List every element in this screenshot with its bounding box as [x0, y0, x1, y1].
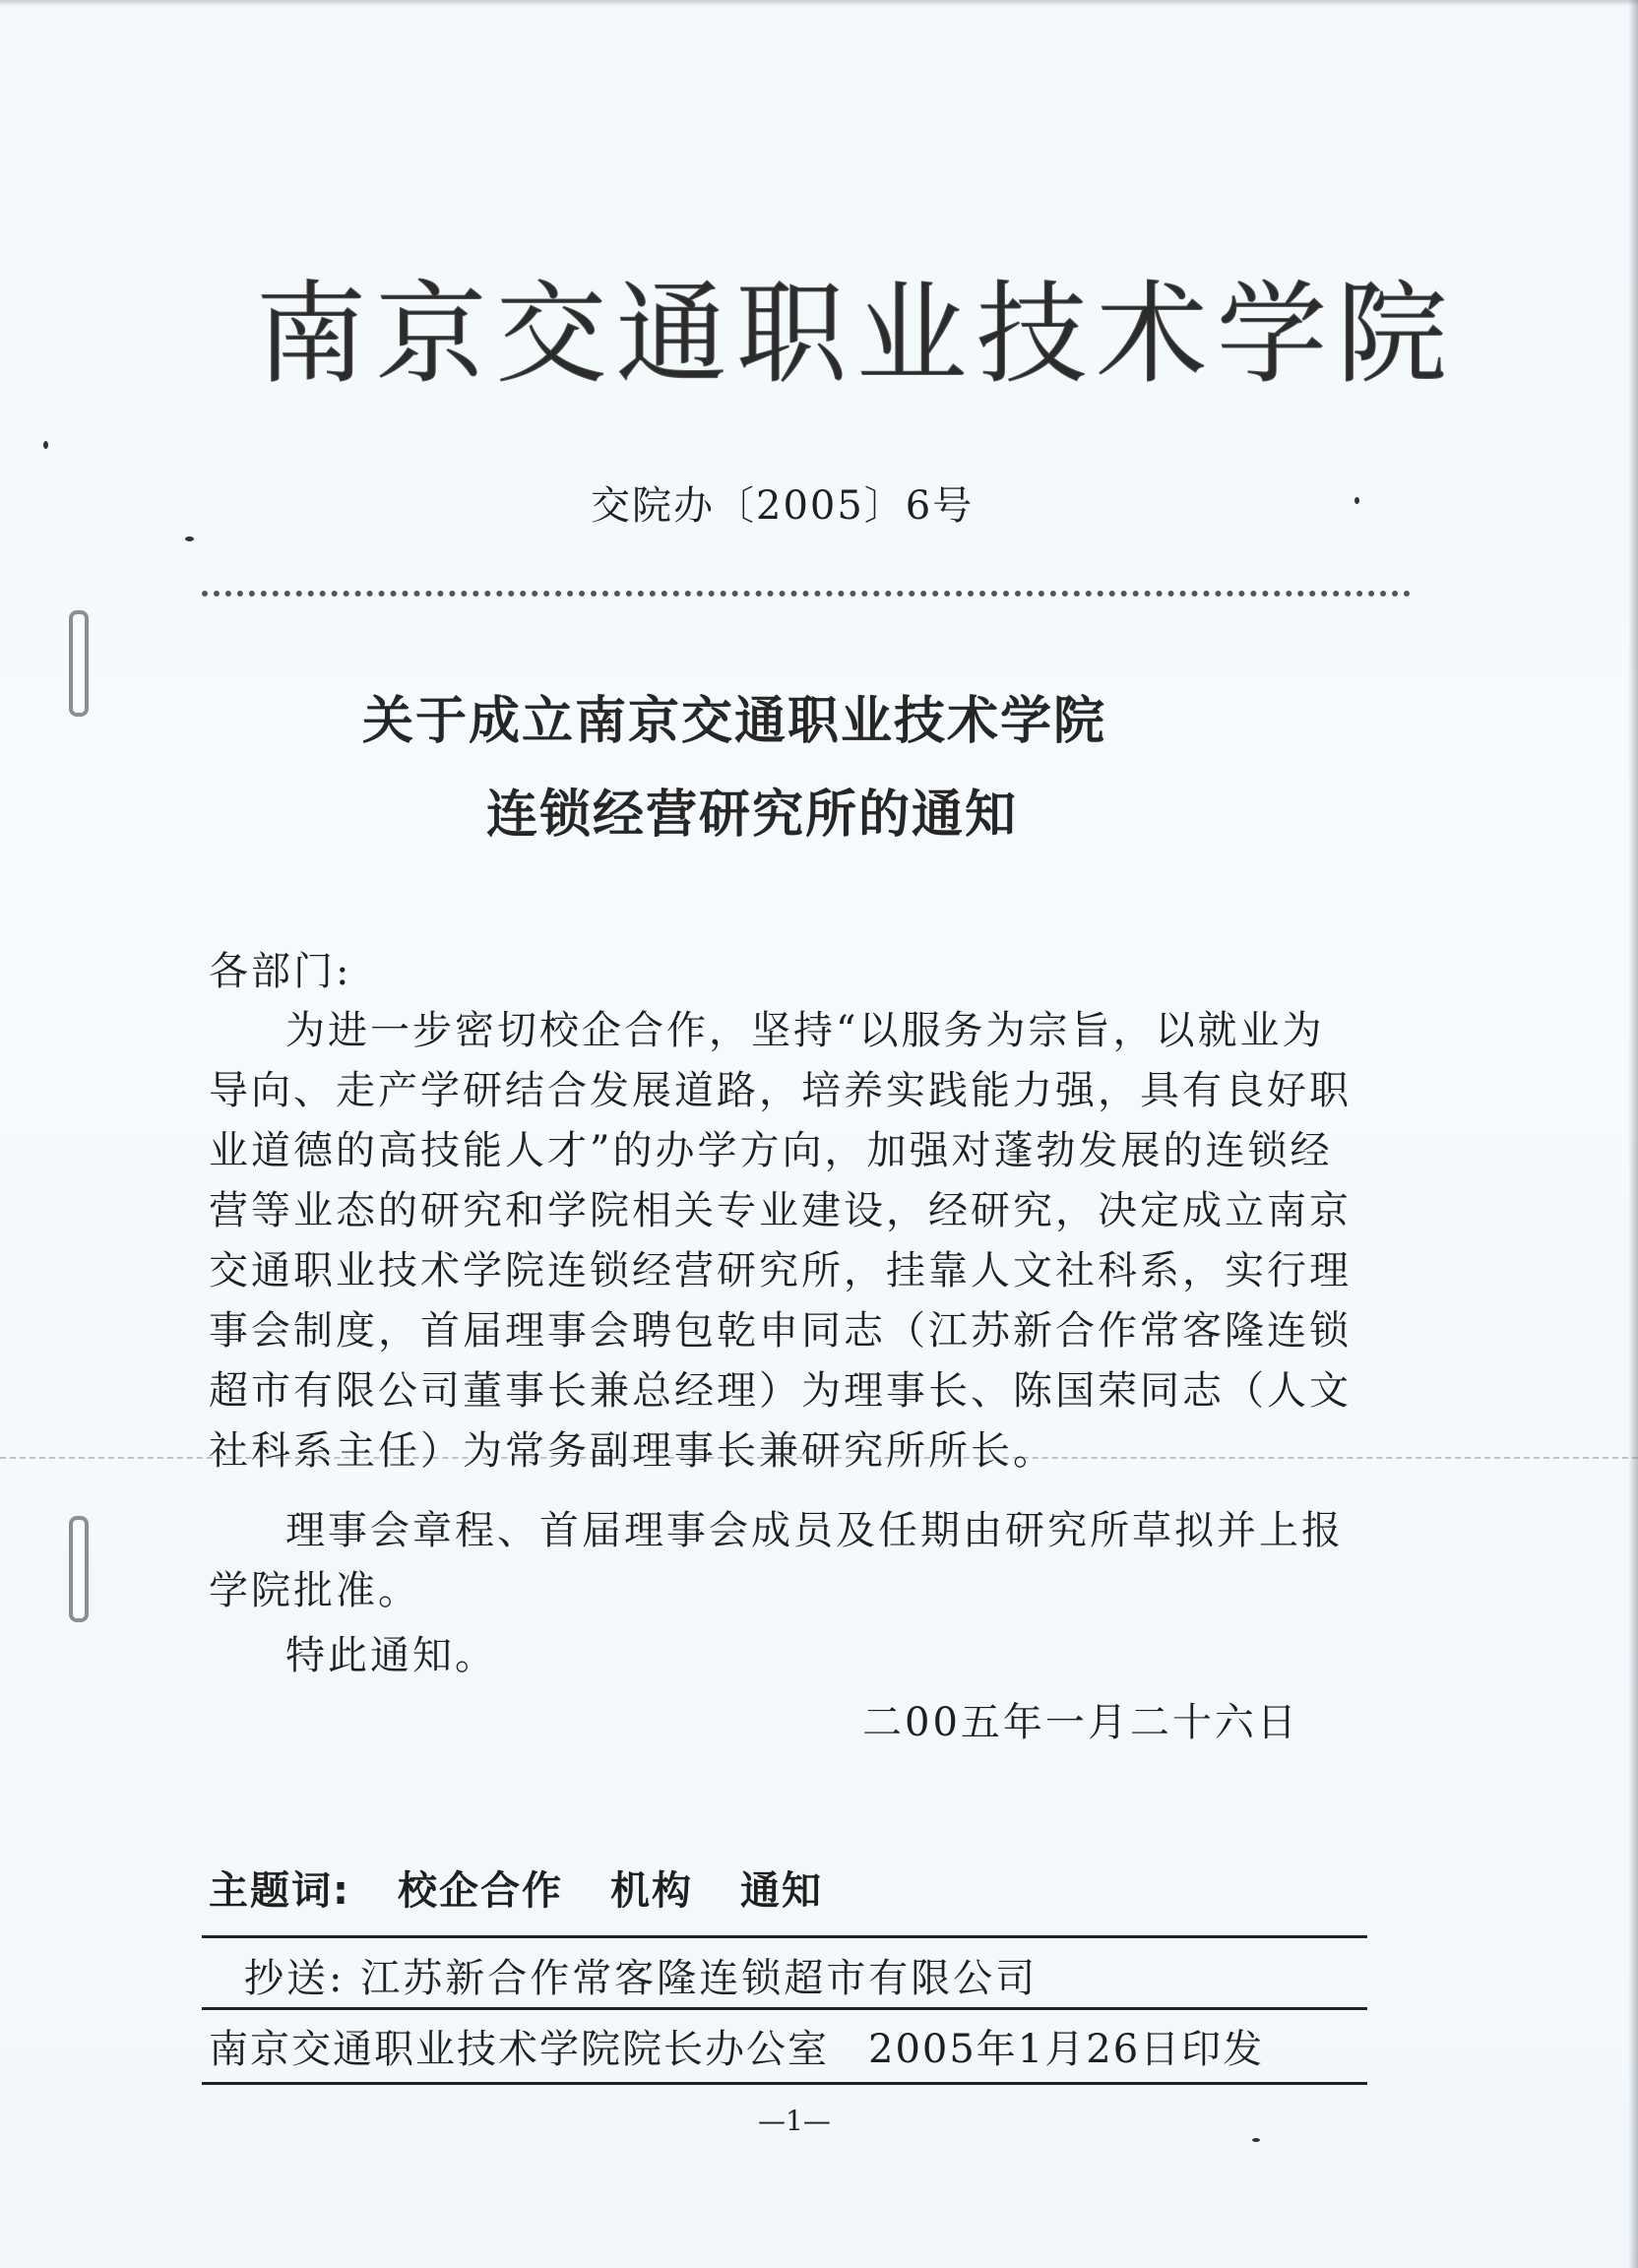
footer-divider: [202, 1935, 1367, 1938]
paragraph-line: 为进一步密切校企合作，坚持“以服务为宗旨，以就业为: [285, 1008, 1325, 1053]
salutation: 各部门:: [209, 949, 352, 994]
paragraph-line: 业道德的高技能人才”的办学方向，加强对蓬勃发展的连锁经: [209, 1128, 1333, 1173]
document-title-line-1: 关于成立南京交通职业技术学院: [362, 692, 1107, 751]
binding-clip: [69, 1516, 89, 1622]
keyword: 校企合作: [398, 1868, 563, 1914]
scan-edge-right: [1628, 0, 1638, 2268]
document-number: 交院办〔2005〕6号: [591, 483, 975, 529]
paragraph-line: 交通职业技术学院连锁经营研究所，挂靠人文社科系，实行理: [209, 1248, 1352, 1293]
paragraph-line: 事会制度，首届理事会聘包乾申同志（江苏新合作常客隆连锁: [209, 1308, 1352, 1354]
keywords-label: 主题词:: [209, 1868, 350, 1914]
cc-line: 抄送: 江苏新合作常客隆连锁超市有限公司: [244, 1956, 1039, 2001]
issuer-row: [209, 2018, 1264, 2074]
paragraph-line: 社科系主任）为常务副理事长兼研究所所长。: [209, 1428, 1055, 1474]
keyword: 机构: [610, 1868, 693, 1914]
paragraph-line: 超市有限公司董事长兼总经理）为理事长、陈国荣同志（人文: [209, 1368, 1352, 1414]
scan-speck: [185, 536, 194, 541]
paragraph-line: 导向、走产学研结合发展道路，培养实践能力强，具有良好职: [209, 1068, 1352, 1113]
keywords-row: [209, 1859, 823, 1916]
paragraph-line: 理事会章程、首届理事会成员及任期由研究所草拟并上报: [285, 1508, 1344, 1553]
scan-speck: [1354, 497, 1359, 504]
scan-speck: [1252, 2138, 1260, 2142]
issuer-name: 南京交通职业技术学院院长办公室: [209, 2027, 829, 2072]
paragraph-line: 营等业态的研究和学院相关专业建设，经研究，决定成立南京: [209, 1188, 1352, 1233]
scan-edge-top: [0, 0, 1638, 6]
keyword: 通知: [740, 1868, 823, 1914]
footer-divider: [202, 2082, 1367, 2085]
paragraph-line: 学院批准。: [209, 1568, 420, 1613]
header-divider: [202, 591, 1411, 597]
footer-divider: [202, 2007, 1367, 2010]
issue-date: 2005年1月26日印发: [868, 2027, 1265, 2072]
document-title-line-2: 连锁经营研究所的通知: [486, 786, 1019, 845]
document-date: 二00五年一月二十六日: [862, 1700, 1299, 1745]
closing-text: 特此通知。: [285, 1633, 497, 1678]
page-number: —1—: [758, 2105, 831, 2137]
binding-clip: [69, 610, 89, 717]
scan-speck: [43, 441, 48, 449]
institution-name: 南京交通职业技术学院: [256, 271, 1457, 399]
